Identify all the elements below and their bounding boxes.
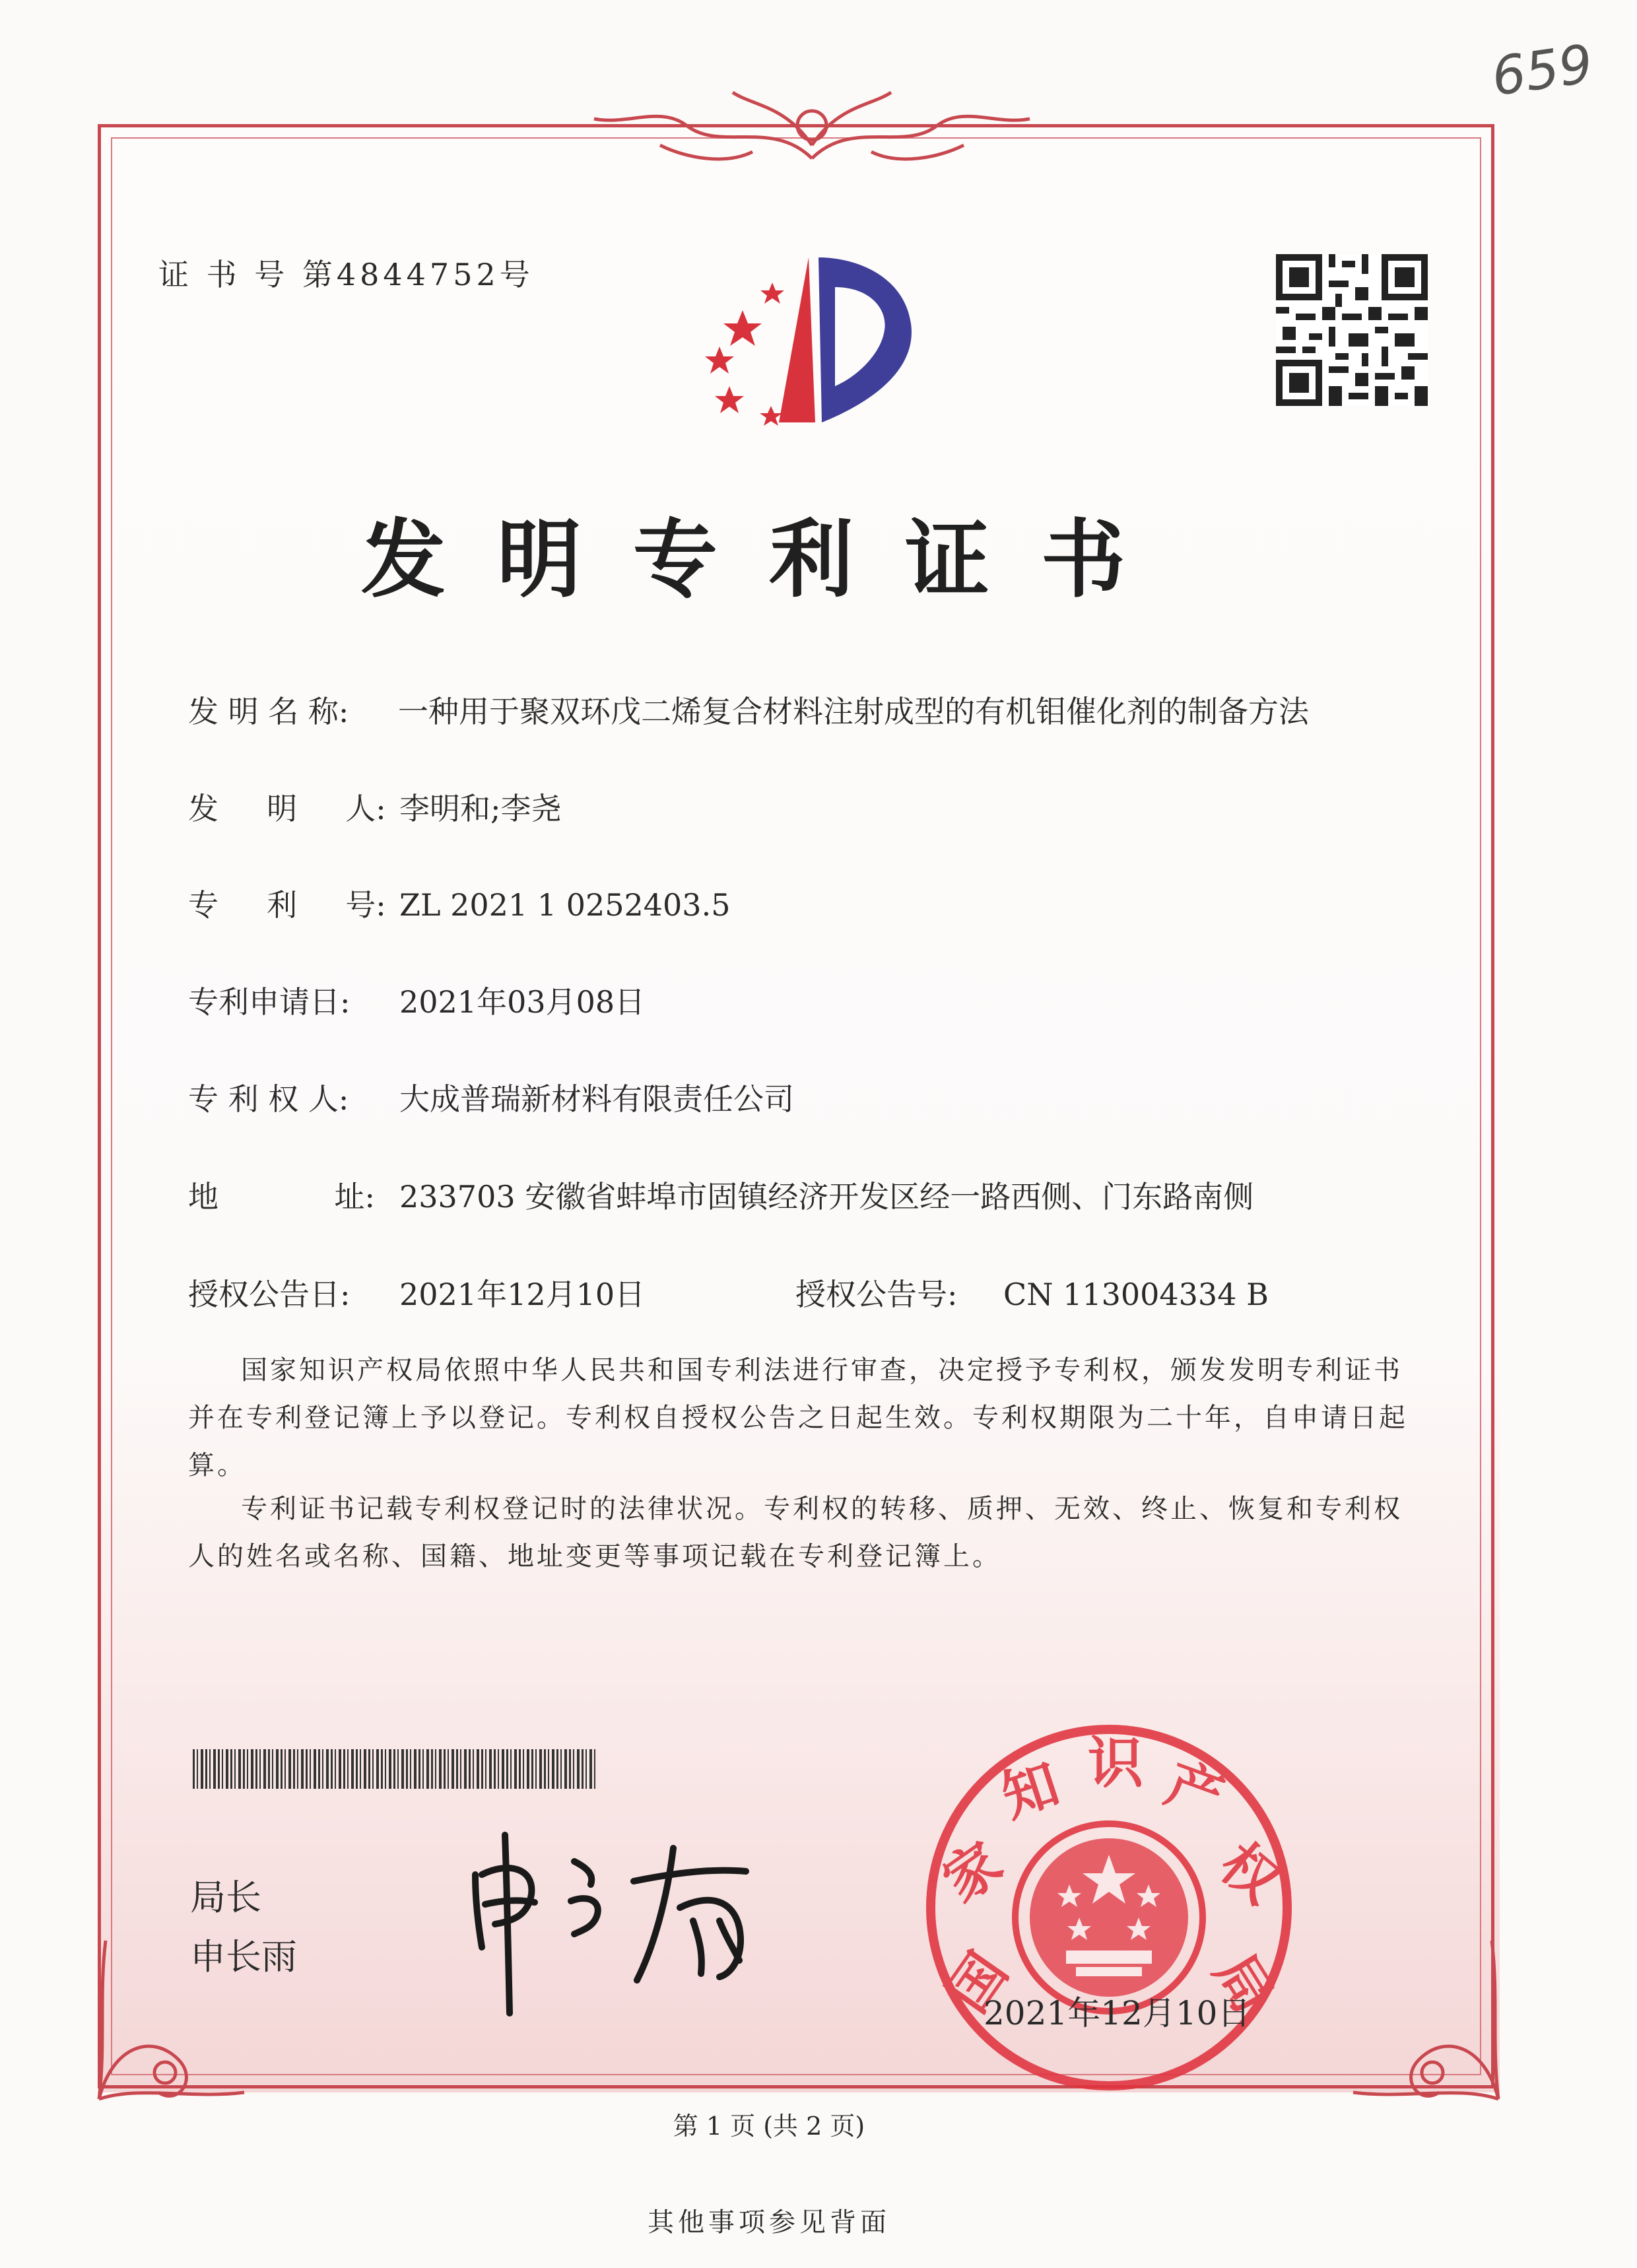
field-value: ZL 2021 1 0252403.5 (399, 887, 731, 923)
field-value: 2021年12月10日 (399, 1277, 646, 1312)
director-title: 局长 (190, 1877, 261, 1918)
svg-text:知: 知 (993, 1751, 1067, 1830)
field-label: 授权公告号: (795, 1277, 958, 1312)
field-label: 地 址: (188, 1179, 375, 1215)
svg-text:产: 产 (1157, 1751, 1232, 1831)
handwritten-note: 659 (1488, 32, 1597, 108)
legal-paragraph: 国家知识产权局依照中华人民共和国专利法进行审查，决定授予专利权，颁发发明专利证书并在专利登记簿上予以登记。专利权自授权公告之日起生效。专利权期限为二十年，自申请日起算。 (188, 1355, 1408, 1481)
certificate-number: 证 书 号 第4844752号 (158, 257, 534, 292)
barcode-icon (193, 1749, 595, 1789)
svg-text:局: 局 (1201, 1943, 1286, 2024)
top-ornament (554, 79, 1069, 178)
director-signature-icon (455, 1822, 799, 2020)
page-info: 第 1 页 (共 2 页) (673, 2112, 865, 2141)
corner-ornament-right (1327, 1914, 1512, 2112)
legal-paragraph: 专利证书记载专利权登记时的法律状况。专利权的转移、质押、无效、终止、恢复和专利权人的姓名或名称、国籍、地址变更等事项记载在专利登记簿上。 (188, 1494, 1403, 1572)
field-label: 专 利 权 人: (188, 1081, 349, 1117)
patent-office-logo-icon (673, 238, 924, 436)
field-value: CN 113004334 B (1003, 1277, 1269, 1312)
director-block (190, 1868, 297, 1987)
svg-text:权: 权 (1207, 1830, 1292, 1916)
field-value: 大成普瑞新材料有限责任公司 (399, 1081, 794, 1117)
qr-code-icon (1276, 254, 1428, 406)
reverse-note: 其他事项参见背面 (648, 2207, 890, 2238)
field-label: 发 明 名 称: (188, 694, 349, 729)
field-label: 发 明 人: (188, 791, 386, 826)
page-title: 发明专利证书 (360, 511, 1177, 609)
svg-text:家: 家 (931, 1830, 1014, 1915)
field-value: 一种用于聚双环戊二烯复合材料注射成型的有机钼催化剂的制备方法 (398, 694, 1309, 729)
field-value: 李明和;李尧 (399, 791, 562, 826)
field-value: 233703 安徽省蚌埠市固镇经济开发区经一路西侧、门东路南侧 (399, 1179, 1254, 1215)
svg-text:国: 国 (935, 1941, 1020, 2024)
field-label: 授权公告日: (188, 1277, 351, 1312)
svg-text:识: 识 (1087, 1731, 1144, 1795)
official-seal-icon (918, 1716, 1300, 2099)
field-value: 2021年03月08日 (399, 984, 646, 1020)
field-label: 专 利 号: (188, 887, 386, 923)
seal-date: 2021年12月10日 (984, 1994, 1251, 2032)
director-name: 申长雨 (190, 1936, 297, 1978)
field-label: 专利申请日: (188, 984, 351, 1020)
